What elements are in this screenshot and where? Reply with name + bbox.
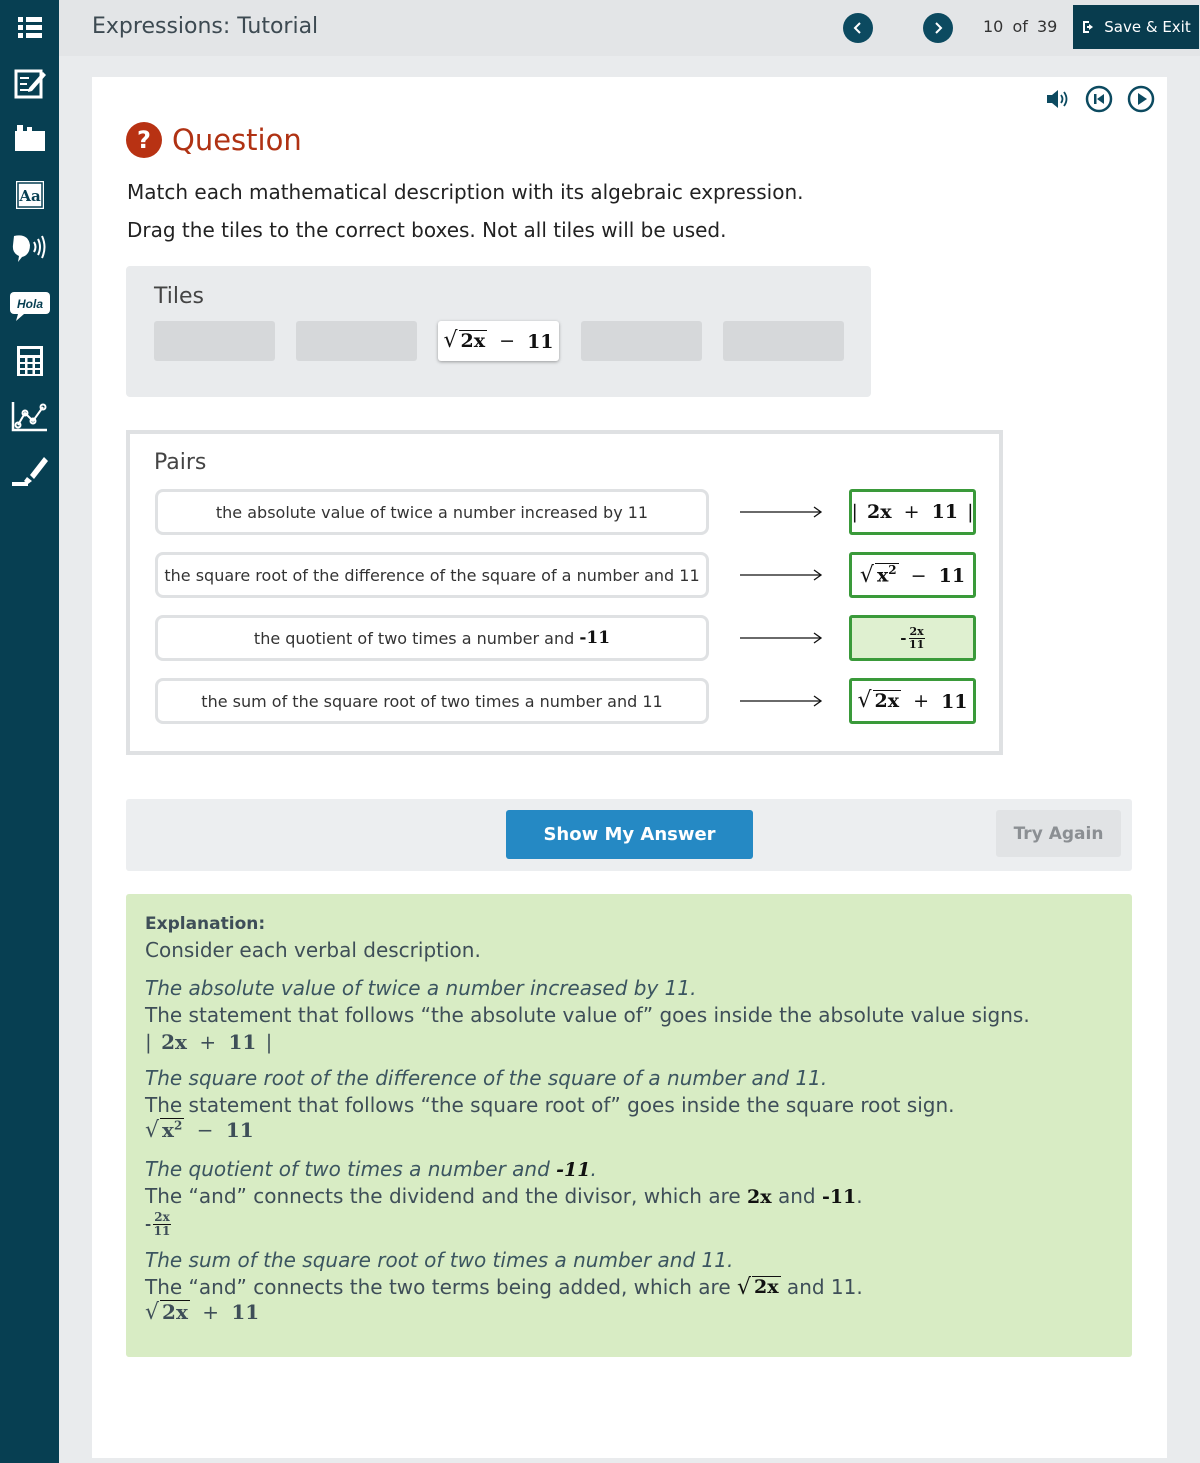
arrow-right-icon [740,505,824,519]
draggable-tile[interactable] [438,321,559,361]
answer-expression [852,501,974,523]
explanation-expression [145,1211,171,1237]
text-suffix: . [856,1184,863,1208]
abs-close: | [967,501,974,523]
pair-description [155,615,709,661]
notepad-icon[interactable] [0,55,59,111]
explanation-block-text: The statement that follows “the square root of” goes inside the square root sign. [145,1093,955,1117]
expr-sign: - [145,1215,152,1234]
previous-button[interactable] [843,13,873,43]
arrow-right-icon [740,568,824,582]
translate-icon-label: Hola [16,297,43,311]
text-prefix: The “and” connects the dividend and the divisor, which are [145,1184,748,1208]
explanation-block-text: The “and” connects the two terms being added, which are √ 2x and 11. [145,1275,863,1300]
answer-operator: + [913,690,930,713]
chevron-left-icon [851,21,865,35]
pair-description: the absolute value of twice a number increased by 11 [155,489,709,535]
answer-box[interactable] [849,678,976,724]
text-var: 2x [754,1276,779,1299]
instruction-match: Match each mathematical description with its algebraic expression. [127,180,804,204]
explanation-panel [126,894,1132,1357]
folder-icon[interactable] [0,110,59,166]
save-exit-label: Save & Exit [1104,18,1191,36]
tiles-area [126,266,871,397]
empty-tile-slot [581,321,702,361]
title-text: The quotient of two times a number and [145,1157,557,1181]
expr-numerator: 2x [154,1210,170,1224]
save-exit-button[interactable] [1073,5,1199,49]
answer-sign: - [900,629,907,647]
title-value: -11 [556,1159,591,1181]
explanation-block-title [145,1157,597,1181]
pairs-area [126,430,1003,755]
expr-exponent: 2 [173,1118,183,1133]
show-my-answer-button[interactable]: Show My Answer [506,810,753,859]
title-suffix: . [590,1157,597,1181]
try-again-button[interactable]: Try Again [996,810,1121,857]
tool-sidebar [0,0,59,1463]
question-title: Question [172,123,302,157]
speech-icon[interactable] [0,220,59,276]
dictionary-icon[interactable] [0,167,59,223]
page-counter [983,17,1057,36]
answer-var: 2x [866,501,892,523]
next-button[interactable] [923,13,953,43]
answer-expression [900,626,924,650]
abs-close: | [265,1030,273,1054]
page-total: 39 [1036,17,1058,36]
explanation-expression: √ 2x + 11 [145,1300,260,1325]
expr-constant: 11 [225,1118,254,1142]
tile-constant: 11 [527,330,554,353]
question-badge: ? [126,122,162,158]
expr-denominator: 11 [153,1223,171,1238]
play-icon[interactable] [1127,85,1155,113]
audio-controls [1045,85,1155,113]
empty-tile-slot [154,321,275,361]
page-current: 10 [983,17,1004,36]
dictionary-icon-label: Aa [18,187,41,205]
answer-numerator: 2x [909,624,924,638]
answer-denominator: 11 [908,637,925,651]
expr-operator: − [196,1118,214,1142]
tile-radicand: 2x [460,329,486,352]
explanation-block-title: The sum of the square root of two times a number and 11. [145,1248,734,1272]
pair-description: the sum of the square root of two times a number and 11 [155,678,709,724]
empty-tile-slot [296,321,417,361]
abs-open: | [851,501,858,523]
calculator-icon[interactable] [0,333,59,389]
explanation-intro: Consider each verbal description. [145,938,481,962]
answer-constant: 11 [938,565,966,588]
answer-var: 2x [874,689,900,712]
text-value: -11 [821,1186,857,1208]
explanation-block-title: The square root of the difference of the square of a number and 11. [145,1066,828,1090]
text-mid: and [771,1184,822,1208]
volume-icon[interactable] [1045,87,1071,111]
answer-var: x [876,564,889,587]
action-bar [126,799,1132,871]
text-suffix: and 11. [780,1275,863,1299]
question-heading [126,122,302,158]
answer-operator: − [910,565,927,588]
expr-var: 2x [161,1030,187,1054]
graph-icon[interactable] [0,388,59,444]
abs-open: | [145,1030,152,1054]
arrow-right-icon [740,631,824,645]
translate-icon[interactable] [0,277,59,333]
pair-description-text: the quotient of two times a number and [253,628,580,648]
rewind-icon[interactable] [1085,85,1113,113]
answer-constant: 11 [931,501,959,523]
answer-expression: √ 2x + 11 [857,688,968,714]
pairs-label: Pairs [154,450,207,475]
highlighter-icon[interactable] [0,442,59,498]
explanation-expression: √ $x^2$ − 11 [145,1118,254,1143]
expr-constant: 11 [231,1300,260,1324]
answer-box[interactable] [849,615,976,661]
expr-var: x [162,1118,174,1142]
pair-description-value: -11 [579,628,611,648]
answer-box[interactable] [849,552,976,598]
top-bar [59,0,1200,56]
answer-operator: + [903,501,920,523]
list-icon[interactable] [0,0,59,56]
answer-exponent: 2 [888,562,897,577]
explanation-block-title: The absolute value of twice a number increased by 11. [145,976,697,1000]
answer-box[interactable] [849,489,976,535]
explanation-expression [145,1030,272,1054]
content-panel [92,77,1167,1458]
answer-constant: 11 [941,690,968,713]
explanation-block-text [145,1184,863,1208]
tile-operator: − [499,330,516,353]
expr-operator: + [202,1300,219,1324]
chevron-right-icon [931,21,945,35]
arrow-right-icon [740,694,824,708]
text-var: 2x [747,1186,772,1208]
expr-operator: + [199,1030,217,1054]
explanation-heading: Explanation: [145,914,266,934]
exit-icon [1081,19,1097,35]
answer-expression: √ $x^2$ − 11 [859,562,966,589]
tile-expression: √ 2x − 11 [443,328,554,354]
empty-tile-slot [723,321,844,361]
tiles-label: Tiles [154,284,204,309]
app-title: Expressions: Tutorial [92,14,319,39]
text-prefix: The “and” connects the two terms being added, which are [145,1275,737,1299]
page-of: of [1012,17,1028,36]
expr-constant: 11 [228,1030,257,1054]
instruction-drag: Drag the tiles to the correct boxes. Not all tiles will be used. [127,218,727,242]
explanation-block-text: The statement that follows “the absolute value of” goes inside the absolute value signs. [145,1003,1030,1027]
expr-var: 2x [162,1300,188,1324]
pair-description: the square root of the difference of the square of a number and 11 [155,552,709,598]
